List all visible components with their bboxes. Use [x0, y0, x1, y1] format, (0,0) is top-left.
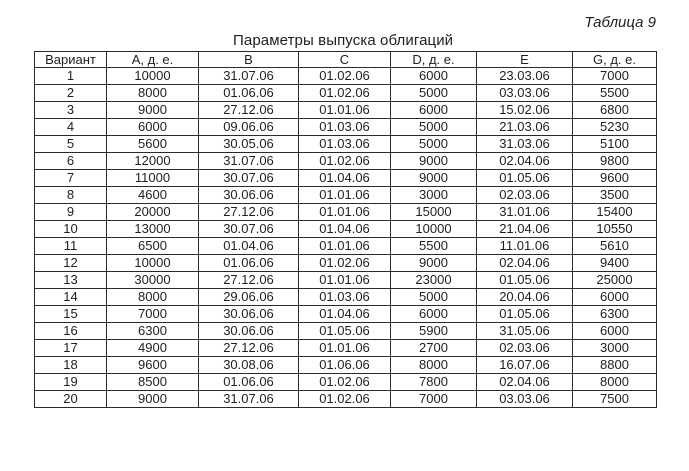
g-cell: 5100 — [573, 136, 657, 153]
column-header-d: D, д. е. — [391, 52, 477, 68]
c-cell: 01.02.06 — [299, 85, 391, 102]
g-cell: 5230 — [573, 119, 657, 136]
column-header-b: В — [199, 52, 299, 68]
e-cell: 01.05.06 — [477, 306, 573, 323]
g-cell: 3000 — [573, 340, 657, 357]
e-cell: 20.04.06 — [477, 289, 573, 306]
variant-cell: 11 — [35, 238, 107, 255]
c-cell: 01.03.06 — [299, 136, 391, 153]
e-cell: 03.03.06 — [477, 85, 573, 102]
e-cell: 03.03.06 — [477, 391, 573, 408]
g-cell: 6300 — [573, 306, 657, 323]
e-cell: 02.04.06 — [477, 153, 573, 170]
b-cell: 31.07.06 — [199, 391, 299, 408]
c-cell: 01.05.06 — [299, 323, 391, 340]
variant-cell: 10 — [35, 221, 107, 238]
b-cell: 30.06.06 — [199, 306, 299, 323]
column-header-g: G, д. е. — [573, 52, 657, 68]
b-cell: 30.06.06 — [199, 323, 299, 340]
table-row — [35, 170, 657, 187]
table-row — [35, 272, 657, 289]
column-header-variant: Вариант — [35, 52, 107, 68]
table-row — [35, 187, 657, 204]
variant-cell: 12 — [35, 255, 107, 272]
d-cell: 5000 — [391, 119, 477, 136]
d-cell: 3000 — [391, 187, 477, 204]
e-cell: 31.05.06 — [477, 323, 573, 340]
variant-cell: 14 — [35, 289, 107, 306]
a-cell: 30000 — [107, 272, 199, 289]
c-cell: 01.04.06 — [299, 306, 391, 323]
c-cell: 01.02.06 — [299, 153, 391, 170]
b-cell: 27.12.06 — [199, 340, 299, 357]
c-cell: 01.04.06 — [299, 170, 391, 187]
c-cell: 01.02.06 — [299, 68, 391, 85]
e-cell: 21.03.06 — [477, 119, 573, 136]
e-cell: 16.07.06 — [477, 357, 573, 374]
a-cell: 9600 — [107, 357, 199, 374]
table-body — [35, 68, 657, 408]
e-cell: 01.05.06 — [477, 170, 573, 187]
variant-cell: 19 — [35, 374, 107, 391]
d-cell: 5900 — [391, 323, 477, 340]
d-cell: 6000 — [391, 102, 477, 119]
b-cell: 27.12.06 — [199, 204, 299, 221]
d-cell: 5500 — [391, 238, 477, 255]
column-header-e: Е — [477, 52, 573, 68]
e-cell: 23.03.06 — [477, 68, 573, 85]
d-cell: 6000 — [391, 68, 477, 85]
c-cell: 01.01.06 — [299, 204, 391, 221]
b-cell: 27.12.06 — [199, 272, 299, 289]
g-cell: 15400 — [573, 204, 657, 221]
b-cell: 01.04.06 — [199, 238, 299, 255]
b-cell: 31.07.06 — [199, 153, 299, 170]
g-cell: 9400 — [573, 255, 657, 272]
d-cell: 8000 — [391, 357, 477, 374]
header-row — [35, 52, 657, 68]
d-cell: 5000 — [391, 136, 477, 153]
variant-cell: 16 — [35, 323, 107, 340]
g-cell: 6000 — [573, 289, 657, 306]
table-row — [35, 238, 657, 255]
variant-cell: 8 — [35, 187, 107, 204]
e-cell: 01.05.06 — [477, 272, 573, 289]
a-cell: 13000 — [107, 221, 199, 238]
table-row — [35, 391, 657, 408]
column-header-a: А, д. е. — [107, 52, 199, 68]
e-cell: 15.02.06 — [477, 102, 573, 119]
g-cell: 25000 — [573, 272, 657, 289]
variant-cell: 20 — [35, 391, 107, 408]
d-cell: 23000 — [391, 272, 477, 289]
b-cell: 29.06.06 — [199, 289, 299, 306]
e-cell: 31.01.06 — [477, 204, 573, 221]
a-cell: 12000 — [107, 153, 199, 170]
variant-cell: 7 — [35, 170, 107, 187]
c-cell: 01.01.06 — [299, 340, 391, 357]
a-cell: 4900 — [107, 340, 199, 357]
g-cell: 3500 — [573, 187, 657, 204]
b-cell: 01.06.06 — [199, 255, 299, 272]
e-cell: 02.03.06 — [477, 340, 573, 357]
c-cell: 01.03.06 — [299, 119, 391, 136]
a-cell: 11000 — [107, 170, 199, 187]
table-row — [35, 323, 657, 340]
c-cell: 01.01.06 — [299, 238, 391, 255]
g-cell: 10550 — [573, 221, 657, 238]
g-cell: 6000 — [573, 323, 657, 340]
table-row — [35, 357, 657, 374]
b-cell: 09.06.06 — [199, 119, 299, 136]
e-cell: 21.04.06 — [477, 221, 573, 238]
variant-cell: 4 — [35, 119, 107, 136]
column-header-c: С — [299, 52, 391, 68]
table-row — [35, 255, 657, 272]
g-cell: 9800 — [573, 153, 657, 170]
b-cell: 30.05.06 — [199, 136, 299, 153]
c-cell: 01.02.06 — [299, 374, 391, 391]
table-row — [35, 221, 657, 238]
d-cell: 9000 — [391, 255, 477, 272]
variant-cell: 15 — [35, 306, 107, 323]
e-cell: 02.04.06 — [477, 374, 573, 391]
b-cell: 01.06.06 — [199, 85, 299, 102]
table-row — [35, 136, 657, 153]
a-cell: 10000 — [107, 68, 199, 85]
b-cell: 30.07.06 — [199, 221, 299, 238]
a-cell: 7000 — [107, 306, 199, 323]
table-row — [35, 68, 657, 85]
c-cell: 01.01.06 — [299, 187, 391, 204]
variant-cell: 17 — [35, 340, 107, 357]
table-row — [35, 289, 657, 306]
a-cell: 6000 — [107, 119, 199, 136]
a-cell: 9000 — [107, 102, 199, 119]
c-cell: 01.02.06 — [299, 391, 391, 408]
variant-cell: 3 — [35, 102, 107, 119]
variant-cell: 9 — [35, 204, 107, 221]
g-cell: 5610 — [573, 238, 657, 255]
e-cell: 02.04.06 — [477, 255, 573, 272]
d-cell: 5000 — [391, 85, 477, 102]
table-row — [35, 204, 657, 221]
a-cell: 8000 — [107, 85, 199, 102]
a-cell: 8500 — [107, 374, 199, 391]
a-cell: 6300 — [107, 323, 199, 340]
d-cell: 9000 — [391, 153, 477, 170]
b-cell: 30.07.06 — [199, 170, 299, 187]
c-cell: 01.03.06 — [299, 289, 391, 306]
g-cell: 6800 — [573, 102, 657, 119]
a-cell: 10000 — [107, 255, 199, 272]
table-number: Таблица 9 — [584, 14, 656, 31]
a-cell: 9000 — [107, 391, 199, 408]
table-row — [35, 153, 657, 170]
d-cell: 2700 — [391, 340, 477, 357]
b-cell: 27.12.06 — [199, 102, 299, 119]
c-cell: 01.01.06 — [299, 272, 391, 289]
a-cell: 6500 — [107, 238, 199, 255]
variant-cell: 2 — [35, 85, 107, 102]
d-cell: 10000 — [391, 221, 477, 238]
g-cell: 9600 — [573, 170, 657, 187]
d-cell: 9000 — [391, 170, 477, 187]
a-cell: 20000 — [107, 204, 199, 221]
variant-cell: 1 — [35, 68, 107, 85]
c-cell: 01.01.06 — [299, 102, 391, 119]
table-row — [35, 119, 657, 136]
variant-cell: 6 — [35, 153, 107, 170]
b-cell: 01.06.06 — [199, 374, 299, 391]
d-cell: 5000 — [391, 289, 477, 306]
a-cell: 4600 — [107, 187, 199, 204]
g-cell: 8000 — [573, 374, 657, 391]
d-cell: 7800 — [391, 374, 477, 391]
variant-cell: 13 — [35, 272, 107, 289]
variant-cell: 18 — [35, 357, 107, 374]
table-row — [35, 85, 657, 102]
g-cell: 5500 — [573, 85, 657, 102]
d-cell: 7000 — [391, 391, 477, 408]
table-row — [35, 306, 657, 323]
g-cell: 8800 — [573, 357, 657, 374]
bond-parameters-table — [34, 51, 657, 408]
b-cell: 31.07.06 — [199, 68, 299, 85]
e-cell: 31.03.06 — [477, 136, 573, 153]
c-cell: 01.06.06 — [299, 357, 391, 374]
d-cell: 6000 — [391, 306, 477, 323]
variant-cell: 5 — [35, 136, 107, 153]
table-row — [35, 102, 657, 119]
a-cell: 5600 — [107, 136, 199, 153]
d-cell: 15000 — [391, 204, 477, 221]
table-row — [35, 374, 657, 391]
c-cell: 01.02.06 — [299, 255, 391, 272]
a-cell: 8000 — [107, 289, 199, 306]
table-row — [35, 340, 657, 357]
c-cell: 01.04.06 — [299, 221, 391, 238]
b-cell: 30.06.06 — [199, 187, 299, 204]
e-cell: 02.03.06 — [477, 187, 573, 204]
table-caption: Параметры выпуска облигаций — [233, 32, 454, 49]
g-cell: 7000 — [573, 68, 657, 85]
b-cell: 30.08.06 — [199, 357, 299, 374]
g-cell: 7500 — [573, 391, 657, 408]
e-cell: 11.01.06 — [477, 238, 573, 255]
